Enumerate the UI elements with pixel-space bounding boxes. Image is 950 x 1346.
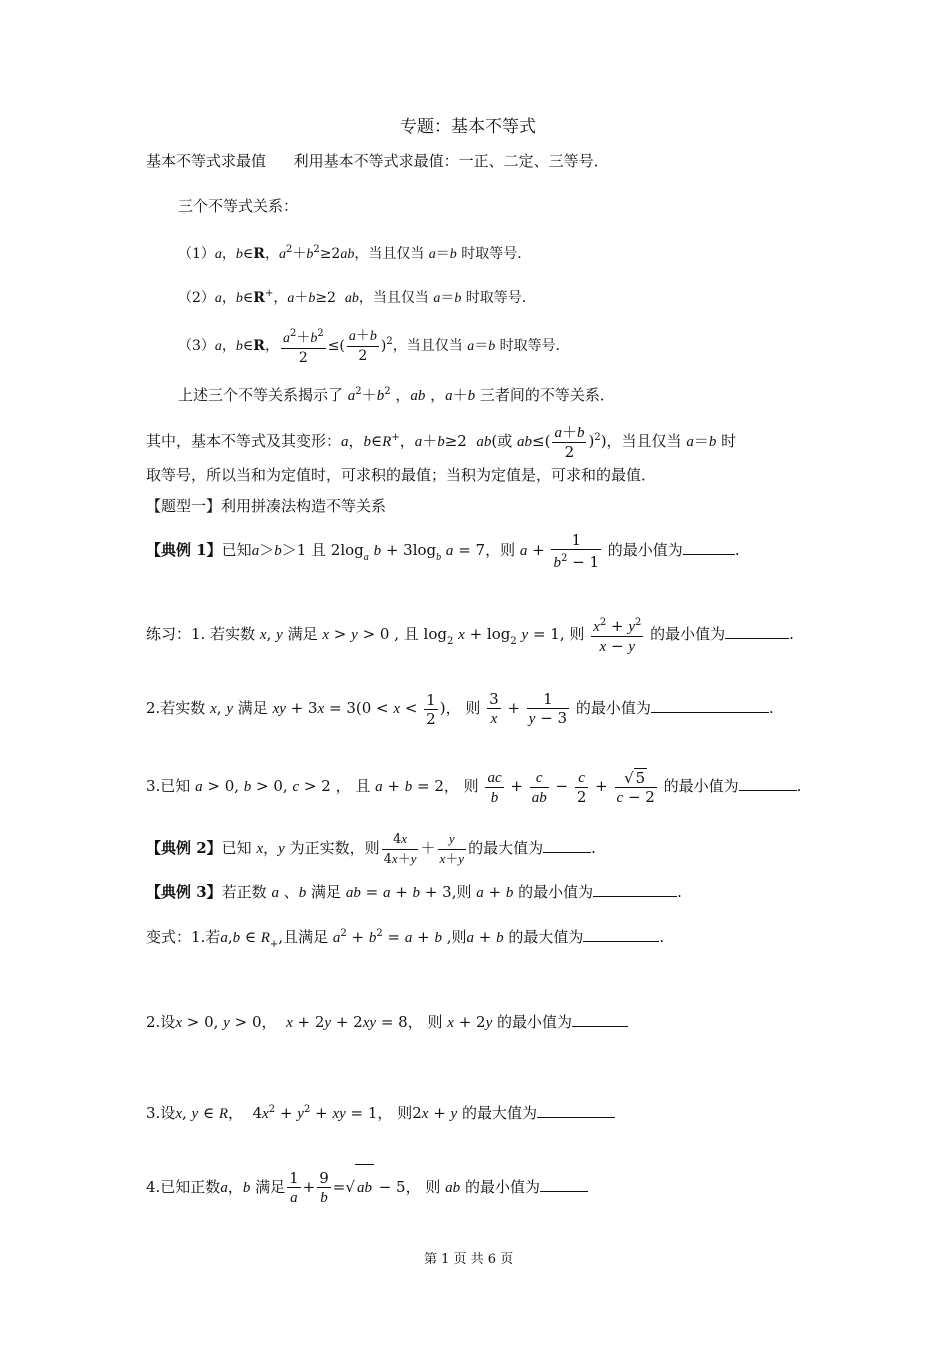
practice-1: 练习：1. 若实数 x, y 满足 x > y > 0 , 且 $\log_2 x + \log_2 y = 1$, 则 $\frac{x^2 + y^2}{x - y}$ 的最小值为 .	[146, 612, 794, 664]
relation-3: （3）a，b∈R， $\frac{a^2+b^2}{2}$ ≤( $\frac{a+b}{2}$ )$^2$，当且仅当 a＝b 时取等号．	[178, 322, 570, 367]
variant-2: 2.设x > 0, y > 0， x + 2y + 2xy = 8， 则 x + 2y 的最小值为	[146, 1012, 628, 1033]
variant-1: 变式：1.若a,b ∈ $R_+$,且满足 $a^2 + b^2 = a + b$ ,则a + b 的最大值为 .	[146, 928, 665, 950]
among-line-1: 其中，基本不等式及其变形：a，b∈R+，a＋b≥2 ab(或 ab≤( $\frac{a+b}{2}$ )$^2$)，当且仅当 a＝b 时	[146, 423, 737, 461]
intro-text: 利用基本不等式求最值：一正、二定、三等号．	[293, 152, 609, 170]
variant-4: 4.已知正数a，b 满足 $\frac{1}{a}$ + $\frac{9}{b}$ =√ ab − 5， 则 ab 的最小值为	[146, 1164, 588, 1210]
intro-heading: 基本不等式求最值	[146, 152, 267, 170]
page-footer: 第 1 页 共 6 页	[424, 1252, 514, 1267]
among-line-2: 取等号，所以当和为定值时，可求积的最值；当积为定值是，可求和的最值．	[146, 466, 657, 484]
relation-2: （2）a，b∈R+，a＋b≥2 ab，当且仅当 a＝b 时取等号．	[178, 288, 536, 306]
page-title: 专题：基本不等式	[400, 117, 536, 137]
intro-line	[146, 151, 609, 171]
variant-3: 3.设x, y ∈ R， $4x^2 + y^2$ + xy = 1， 则2x + y 的最大值为	[146, 1100, 615, 1124]
example-3: 【典例 3】若正数 a 、b 满足 ab = a + b + 3,则 a + b 的最小值为 .	[146, 883, 682, 901]
example-1: 【典例 1】已知a＞b＞1 且 $2\log_a$ $b + 3\log_b$ a = 7，则 a + $\frac{1}{b^2 - 1}$ 的最小值为 .	[146, 530, 740, 571]
relation-1: （1）a，b∈R，$a^2+b^2\ge 2ab$，当且仅当 a＝b 时取等号．	[178, 244, 532, 262]
example-2: 【典例 2】已知 x，y 为正实数，则 $\frac{4x}{4x+y}$ ＋ $\frac{y}{x+y}$ 的最大值为 .	[146, 830, 596, 867]
type-one-heading: 【题型一】利用拼凑法构造不等关系	[146, 497, 387, 515]
practice-2: 2.若实数 x, y 满足 xy + 3x = 3(0 < x < $\frac{1}{2}$ )， 则 $\frac{3}{x}$ + $\frac{1}{y - 3}$ 的最小值为 .	[146, 690, 774, 728]
three-relations-heading: 三个不等式关系：	[178, 197, 299, 215]
practice-3: 3.已知 a > 0, b > 0, c > 2 ， 且 a + b = 2， 则 $\frac{ac}{b}$ + $\frac{c}{ab}$ − $\frac{c}{2}$ + $\frac{√ 5}{c - 2}$ 的最小值为 .	[146, 768, 802, 806]
summary-line: 上述三个不等关系揭示了 $a^2+b^2$ ，ab ，a＋b 三者间的不等关系．	[178, 386, 615, 404]
